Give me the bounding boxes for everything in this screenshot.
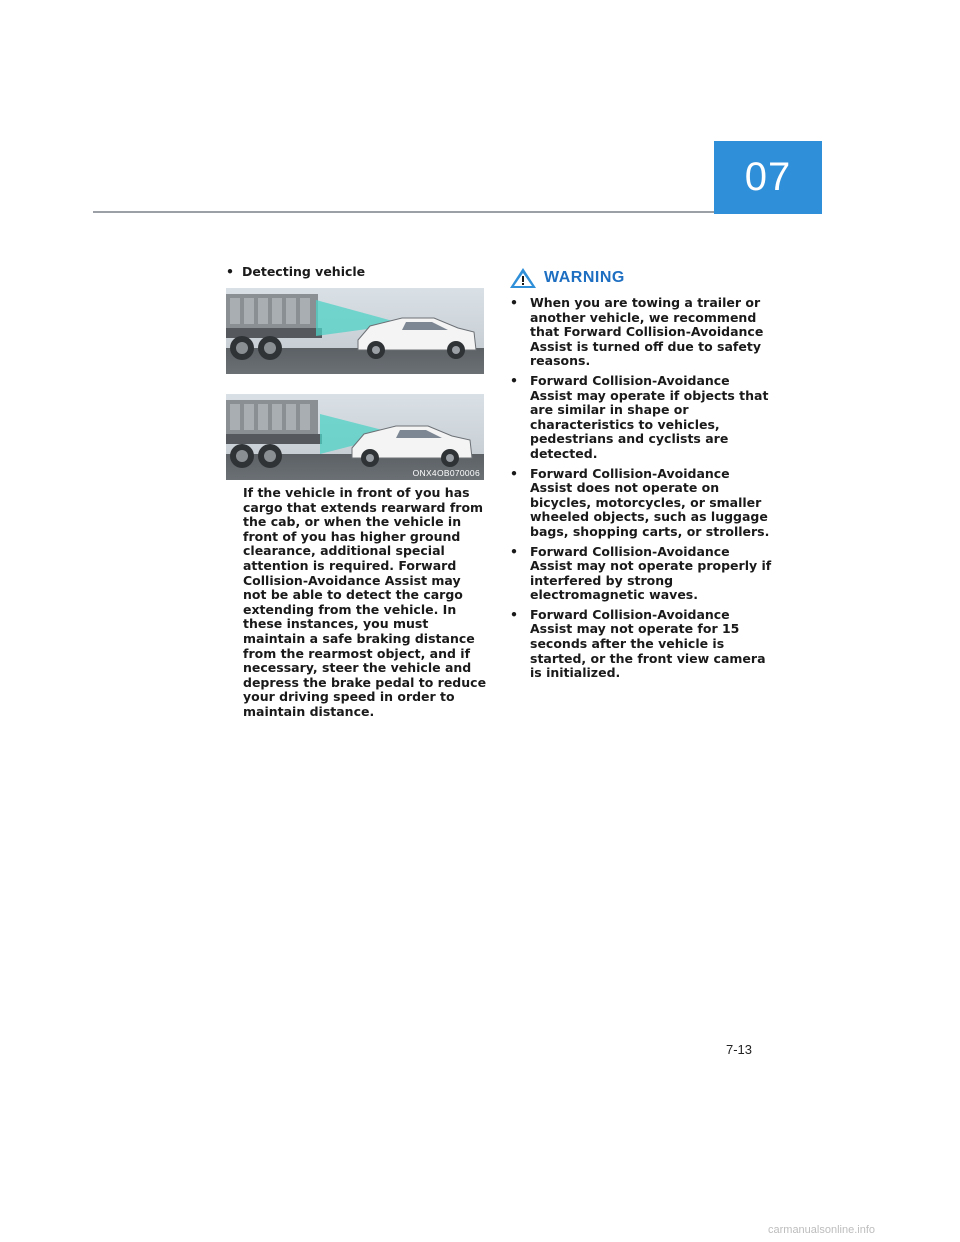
- bullet-dot: •: [510, 295, 518, 310]
- left-column: [226, 264, 488, 720]
- body-paragraph: If the vehicle in front of you has cargo that extends rearward from the cab, or when the vehicle in front of you has higher ground clearance, additional special attention is required. Forward Collision-Avoidance Assist may not be able to detect the cargo extending from the vehicle. In these instances, you must maintain a safe braking distance from the rearmost object, and if necessary, steer the vehicle and depress the brake pedal to reduce your driving speed in order to maintain distance.: [243, 485, 487, 719]
- bullet-dot: •: [226, 264, 234, 279]
- watermark: carmanualsonline.info: [768, 1224, 876, 1236]
- figure-panel-top: [226, 288, 484, 374]
- bullet-heading-text: Detecting vehicle: [242, 264, 366, 279]
- bullet-dot: •: [510, 465, 518, 481]
- warning-item: [508, 374, 773, 462]
- warning-item-text: When you are towing a trailer or another vehicle, we recommend that Forward Collision-Avoidance Assist is turned off due to safety reasons.: [530, 295, 764, 369]
- warning-list: [508, 296, 773, 681]
- header-rule: [93, 211, 714, 213]
- warning-title: WARNING: [544, 269, 625, 286]
- warning-item-text: Forward Collision-Avoidance Assist may operate if objects that are similar in shape or characteristics to vehicles, pedestrians and cyclists are detected.: [530, 372, 769, 461]
- chapter-number: 07: [744, 155, 792, 199]
- warning-box: [508, 266, 773, 686]
- figure-panel-bottom: [226, 394, 484, 480]
- warning-triangle-icon: [508, 266, 538, 290]
- warning-item-text: Forward Collision-Avoidance Assist does not operate on bicycles, motorcycles, or smaller wheeled objects, such as luggage bags, shopping carts, or strollers.: [530, 465, 770, 539]
- truck-detection-illustration-top: [226, 288, 484, 374]
- page-number: 7-13: [726, 1042, 753, 1057]
- warning-item: [508, 545, 773, 603]
- warning-item-text: Forward Collision-Avoidance Assist may not operate properly if interfered by strong electromagnetic waves.: [530, 543, 772, 603]
- detection-figure: [226, 288, 484, 480]
- warning-item: [508, 296, 773, 369]
- warning-header: [508, 266, 773, 290]
- bullet-dot: •: [510, 543, 518, 559]
- warning-item-text: Forward Collision-Avoidance Assist may not operate for 15 seconds after the vehicle is started, or the front view camera is initialized.: [530, 606, 766, 681]
- bullet-dot: •: [510, 606, 518, 622]
- warning-item: [508, 608, 773, 681]
- bullet-dot: •: [510, 372, 518, 388]
- bullet-heading: [226, 264, 488, 279]
- warning-item: [508, 467, 773, 540]
- chapter-tab: [714, 141, 822, 214]
- figure-code: ONX4OB070006: [412, 468, 480, 478]
